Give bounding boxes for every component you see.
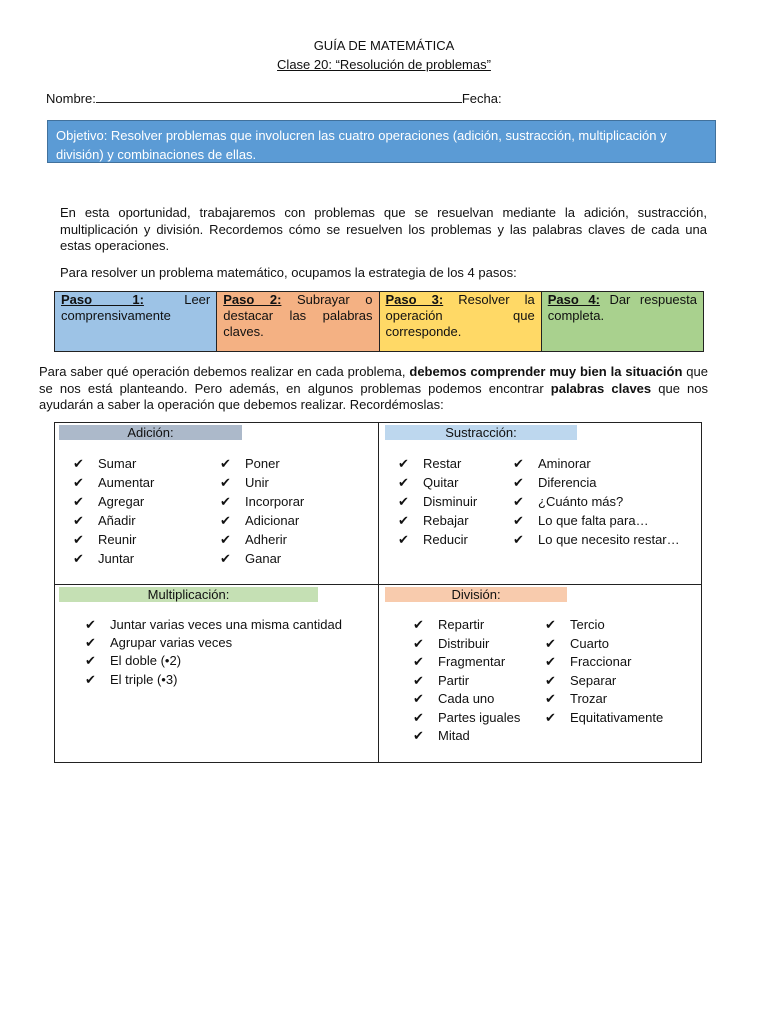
keyword-label: Sumar (98, 456, 137, 471)
keyword-item (85, 652, 350, 671)
check-icon: ✔ (545, 709, 556, 725)
keyword-label: Restar (423, 456, 462, 471)
check-icon: ✔ (73, 551, 84, 566)
keywords-paragraph-bold1: debemos comprender muy bien la situación (409, 364, 683, 379)
keyword-item (545, 616, 663, 635)
check-icon: ✔ (413, 709, 424, 725)
keyword-label: Agrupar varias veces (110, 634, 233, 650)
keyword-item (513, 492, 680, 511)
keyword-label: Adicionar (245, 513, 300, 528)
check-icon: ✔ (398, 513, 409, 528)
keyword-item (85, 634, 350, 653)
subtraction-cell (379, 423, 701, 585)
keyword-item (413, 690, 520, 709)
step-3-text: Resolver la operación que corresponde. (385, 292, 535, 339)
check-icon: ✔ (220, 532, 231, 547)
keywords-paragraph (39, 364, 708, 414)
keyword-item (398, 511, 477, 530)
keyword-label: Tercio (570, 617, 605, 632)
keyword-label: Cuarto (570, 635, 610, 651)
keyword-label: Equitativamente (570, 709, 664, 725)
keyword-label: Juntar (98, 551, 135, 566)
keyword-item (398, 530, 477, 549)
addition-list-2 (220, 454, 304, 568)
check-icon: ✔ (413, 654, 424, 669)
subtraction-title: Sustracción: (385, 425, 577, 440)
step-3-label: Paso 3: (385, 292, 444, 307)
keyword-item (545, 635, 663, 654)
keyword-label: El doble (•2) (110, 653, 182, 668)
keyword-item (513, 530, 680, 549)
keyword-label: Adherir (245, 532, 287, 547)
step-4-label: Paso 4: (547, 292, 600, 307)
date-label: Fecha: (461, 91, 502, 106)
check-icon: ✔ (398, 456, 409, 471)
keyword-label: Quitar (423, 475, 459, 490)
keyword-item (398, 454, 477, 473)
check-icon: ✔ (413, 691, 424, 706)
keyword-item (545, 672, 663, 691)
step-1-label: Paso 1: (61, 292, 144, 307)
subtraction-list-2 (513, 454, 680, 549)
step-2 (217, 292, 379, 351)
keyword-label: Poner (245, 456, 280, 471)
class-subtitle (0, 57, 768, 72)
check-icon: ✔ (413, 635, 424, 651)
keyword-label: Ganar (245, 551, 282, 566)
check-icon: ✔ (73, 513, 84, 528)
keyword-item (220, 492, 304, 511)
check-icon: ✔ (73, 456, 84, 471)
keyword-label: Diferencia (538, 475, 597, 490)
keyword-label: Fraccionar (570, 654, 632, 669)
keyword-label: Aumentar (98, 475, 155, 490)
check-icon: ✔ (73, 532, 84, 547)
name-label: Nombre: (46, 91, 96, 106)
keyword-item (73, 530, 154, 549)
keyword-item (413, 616, 520, 635)
subtraction-list-1 (398, 454, 477, 549)
keyword-item (545, 709, 663, 728)
division-cell (379, 585, 701, 762)
addition-title: Adición: (59, 425, 242, 440)
keyword-label: ¿Cuánto más? (538, 494, 624, 509)
step-1 (55, 292, 217, 351)
keyword-label: Partes iguales (438, 709, 521, 725)
check-icon: ✔ (545, 635, 556, 651)
keyword-item (413, 727, 520, 746)
keyword-label: Agregar (98, 494, 145, 509)
keyword-label: Aminorar (538, 456, 591, 471)
keyword-item (413, 635, 520, 654)
check-icon: ✔ (220, 475, 231, 490)
keyword-label: Reunir (98, 532, 137, 547)
step-4 (542, 292, 703, 351)
keyword-label: Incorporar (245, 494, 305, 509)
check-icon: ✔ (220, 551, 231, 566)
keyword-item (85, 616, 350, 634)
keyword-item (413, 672, 520, 691)
keyword-item (220, 549, 304, 568)
keyword-item (73, 549, 154, 568)
step-2-label: Paso 2: (223, 292, 282, 307)
step-2-text: Subrayar o destacar las palabras claves. (223, 292, 373, 339)
keywords-paragraph-part3: que nos ayudarán a saber la operación que debemos realizar. Recordémoslas: (39, 380, 709, 412)
keyword-item (85, 671, 350, 690)
keyword-label: El triple (•3) (110, 671, 178, 687)
check-icon: ✔ (545, 691, 556, 706)
keyword-label: Separar (570, 672, 617, 688)
keyword-item (513, 511, 680, 530)
keyword-label: Lo que necesito restar… (538, 532, 680, 547)
keyword-label: Rebajar (423, 513, 469, 528)
keyword-label: Unir (245, 475, 269, 490)
keyword-item (398, 492, 477, 511)
keyword-item (413, 709, 520, 728)
addition-list-1 (73, 454, 154, 568)
check-icon: ✔ (545, 617, 556, 632)
strategy-text: Para resolver un problema matemático, ocupamos la estrategia de los 4 pasos: (60, 265, 517, 280)
keyword-label: Repartir (438, 617, 485, 632)
keyword-item (545, 690, 663, 709)
keyword-item (73, 511, 154, 530)
check-icon: ✔ (513, 513, 524, 528)
check-icon: ✔ (85, 634, 96, 650)
check-icon: ✔ (513, 475, 524, 490)
division-list-1 (413, 616, 520, 746)
check-icon: ✔ (73, 494, 84, 509)
keyword-label: Juntar varias veces una misma cantidad (110, 617, 342, 632)
check-icon: ✔ (220, 456, 231, 471)
check-icon: ✔ (545, 654, 556, 669)
step-3 (380, 292, 542, 351)
keyword-item (413, 653, 520, 672)
keyword-item (220, 511, 304, 530)
keyword-item (73, 454, 154, 473)
keyword-item (220, 530, 304, 549)
check-icon: ✔ (85, 653, 96, 668)
keyword-item (398, 473, 477, 492)
check-icon: ✔ (413, 617, 424, 632)
keyword-item (513, 454, 680, 473)
check-icon: ✔ (85, 617, 96, 632)
name-field[interactable] (96, 90, 462, 103)
keyword-item (73, 473, 154, 492)
keywords-paragraph-bold2: palabras claves (550, 380, 652, 396)
keyword-item (220, 454, 304, 473)
keyword-label: Trozar (570, 691, 608, 706)
keyword-label: Partir (438, 672, 470, 688)
objective-box: Objetivo: Resolver problemas que involucren las cuatro operaciones (adición, sustracción, multiplicación y división) y combinaciones de ellas. (47, 120, 716, 163)
keyword-item (545, 653, 663, 672)
check-icon: ✔ (413, 672, 424, 688)
addition-cell (55, 423, 379, 585)
multiplication-title: Multiplicación: (59, 587, 318, 602)
keywords-paragraph-part1: Para saber qué operación debemos realizar en cada problema, (39, 364, 410, 379)
keywords-table (54, 422, 702, 763)
check-icon: ✔ (73, 475, 84, 490)
keyword-label: Reducir (423, 532, 468, 547)
keywords-paragraph-part2: que se nos está planteando. Pero además, en algunos problemas podemos encontrar (39, 364, 708, 396)
check-icon: ✔ (413, 728, 424, 743)
check-icon: ✔ (513, 456, 524, 471)
division-list-2 (545, 616, 663, 727)
check-icon: ✔ (513, 532, 524, 547)
check-icon: ✔ (398, 494, 409, 509)
keyword-item (220, 473, 304, 492)
keyword-label: Disminuir (423, 494, 478, 509)
intro-paragraph: En esta oportunidad, trabajaremos con problemas que se resuelvan mediante la adición, sustracción, multiplicación y división. Recordemos cómo se resuelven los problemas y las palabras claves de cada una estas operaciones. (60, 205, 707, 253)
step-4-text: Dar respuesta completa. (547, 292, 697, 323)
check-icon: ✔ (220, 513, 231, 528)
check-icon: ✔ (398, 475, 409, 490)
check-icon: ✔ (398, 532, 409, 547)
keyword-item (73, 492, 154, 511)
keyword-item (513, 473, 680, 492)
keyword-label: Mitad (438, 728, 470, 743)
division-title: División: (385, 587, 567, 602)
keyword-label: Cada uno (438, 691, 495, 706)
keyword-label: Distribuir (438, 635, 490, 651)
keyword-label: Lo que falta para… (538, 513, 649, 528)
class-subtitle-text: Clase 20: “Resolución de problemas” (277, 57, 491, 72)
check-icon: ✔ (220, 494, 231, 509)
name-date-line (46, 90, 502, 106)
check-icon: ✔ (513, 494, 524, 509)
page-title: GUÍA DE MATEMÁTICA (313, 38, 455, 53)
multiplication-cell (55, 585, 379, 762)
step-1-text: Leer comprensivamente (61, 292, 211, 323)
steps-table (54, 291, 704, 352)
multiplication-list (85, 616, 350, 689)
check-icon: ✔ (545, 672, 556, 688)
check-icon: ✔ (85, 671, 96, 687)
keyword-label: Añadir (98, 513, 136, 528)
keyword-label: Fragmentar (438, 654, 506, 669)
